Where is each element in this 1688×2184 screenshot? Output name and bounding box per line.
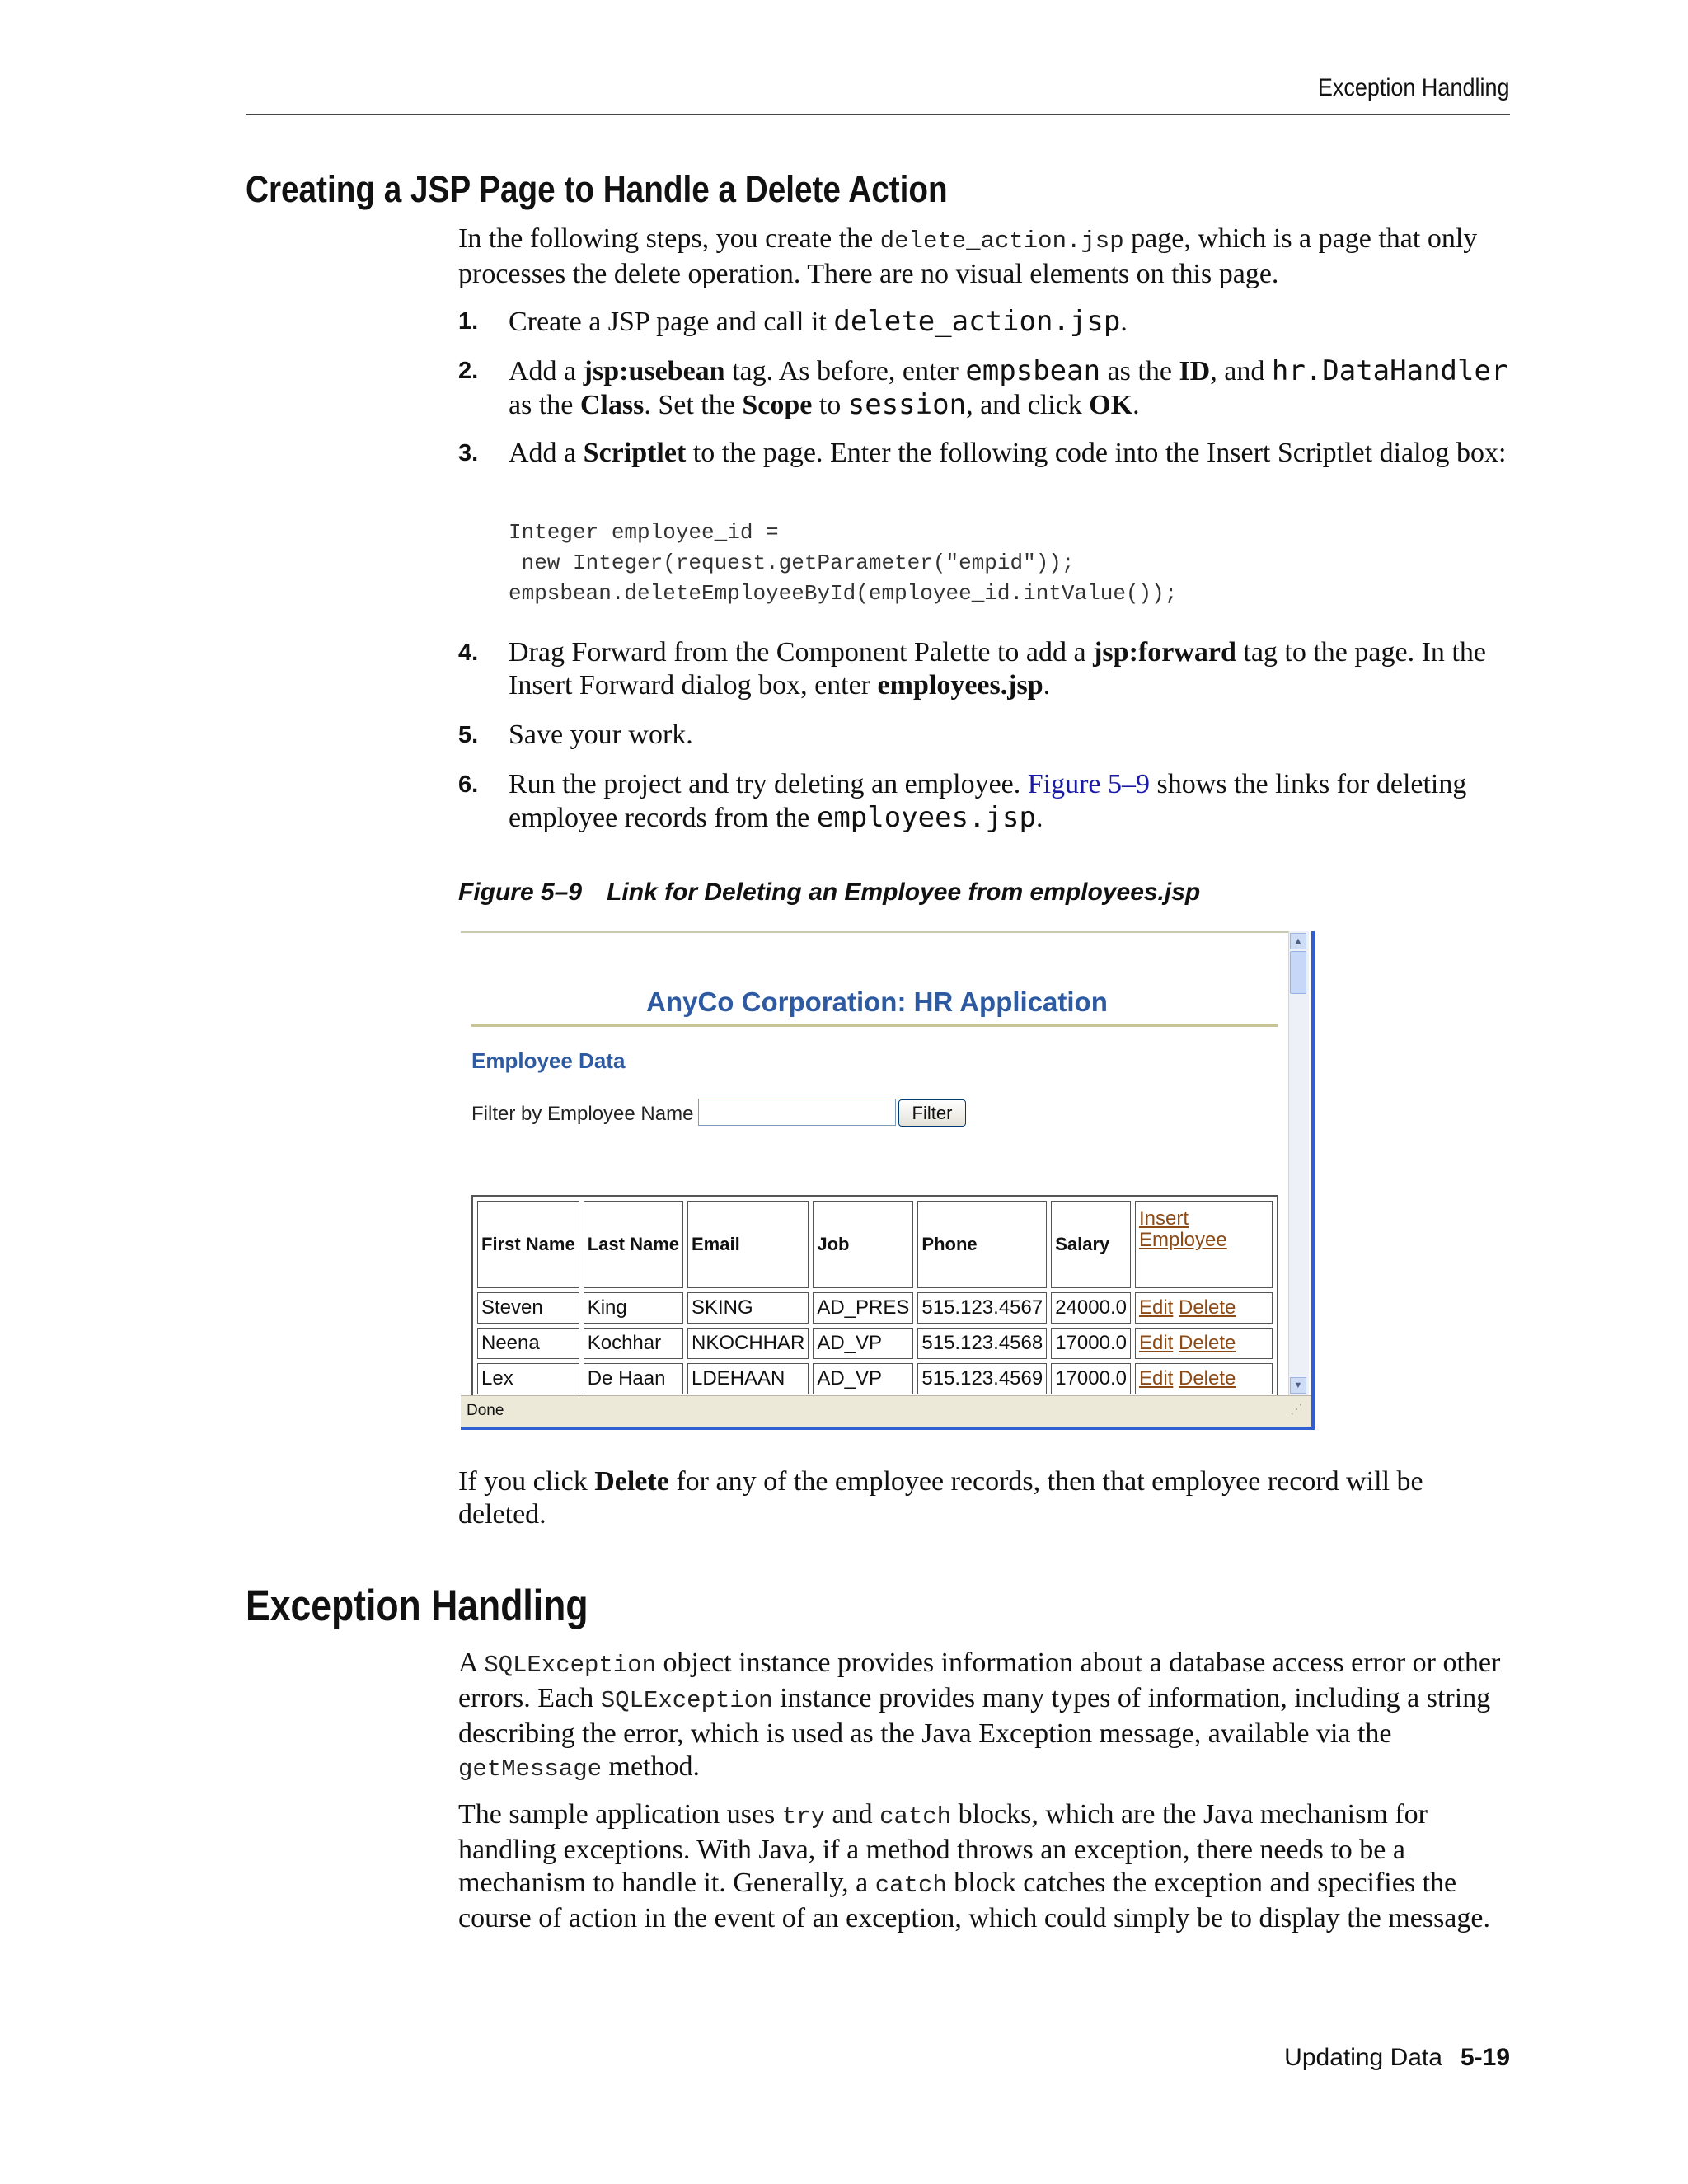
inline-code: session [847, 388, 967, 421]
figure-caption [458, 879, 1200, 907]
figure-5-9-link[interactable]: Figure 5–9 [1027, 769, 1151, 799]
inline-code: delete_action.jsp [879, 227, 1124, 255]
column-header-phone: Phone [917, 1201, 1047, 1288]
page-number: 5-19 [1460, 2044, 1510, 2071]
cell-email: LDEHAAN [687, 1363, 809, 1394]
inline-code: SQLException [484, 1652, 657, 1679]
filter-button[interactable]: Filter [898, 1099, 966, 1127]
cell-last-name: De Haan [584, 1363, 683, 1394]
step-number: 4. [458, 640, 479, 666]
step-number: 2. [458, 358, 479, 384]
figure-label: Figure 5–9 [458, 879, 583, 906]
step-number: 5. [458, 722, 479, 748]
cell-phone: 515.123.4568 [917, 1328, 1047, 1359]
cell-salary: 17000.0 [1051, 1363, 1131, 1394]
cell-job: AD_VP [813, 1363, 913, 1394]
running-header-title: Exception Handling [1318, 74, 1510, 101]
scrollbar-thumb[interactable] [1290, 951, 1306, 994]
table-row [477, 1292, 1273, 1324]
cell-actions [1135, 1328, 1273, 1359]
step-number: 1. [458, 308, 479, 335]
column-header-email: Email [687, 1201, 809, 1288]
cell-salary: 24000.0 [1051, 1292, 1131, 1324]
inline-code: empsbean [965, 354, 1101, 387]
cell-email: SKING [687, 1292, 809, 1324]
running-header [246, 73, 1510, 115]
inline-code: catch [879, 1803, 952, 1830]
insert-employee-cell [1135, 1201, 1273, 1288]
browser-screenshot [461, 931, 1315, 1430]
figure-caption-text: Link for Deleting an Employee from employees.jsp [607, 879, 1201, 906]
app-title: AnyCo Corporation: HR Application [646, 987, 1108, 1017]
edit-link[interactable]: Edit [1138, 1367, 1174, 1390]
running-footer [1284, 2044, 1510, 2072]
inline-code: employees.jsp [816, 801, 1036, 834]
delete-link[interactable]: Delete [1179, 1367, 1236, 1390]
cell-last-name: Kochhar [584, 1328, 683, 1359]
cell-first-name: Neena [477, 1328, 579, 1359]
column-header-first-name: First Name [477, 1201, 579, 1288]
step-number: 6. [458, 771, 479, 798]
cell-first-name: Steven [477, 1292, 579, 1324]
cell-phone: 515.123.4569 [917, 1363, 1047, 1394]
cell-job: AD_PRES [813, 1292, 913, 1324]
column-header-salary: Salary [1051, 1201, 1131, 1288]
inline-code: SQLException [600, 1687, 773, 1714]
inline-code: try [781, 1803, 825, 1830]
table-header-row [477, 1201, 1273, 1288]
column-header-last-name: Last Name [584, 1201, 683, 1288]
inline-code: getMessage [458, 1755, 603, 1783]
code-block: Integer employee_id = new Integer(request.getParameter("empid")); empsbean.deleteEmployeeById(employee_id.intValue()); [509, 520, 1178, 606]
inline-code: hr.DataHandler [1271, 354, 1508, 387]
try-catch-paragraph: The sample application uses try and catch blocks, which are the Java mechanism for handling exceptions. With Java, if a method throws an exception, there needs to be a mechanism to handle it. Generally, a catch block catches the exception and specifies the course of action in the event of an exception, which could simply be to display the message. [458, 1799, 1490, 1933]
edit-link[interactable]: Edit [1138, 1332, 1174, 1354]
scroll-down-arrow-icon[interactable]: ▼ [1290, 1377, 1306, 1394]
inline-code: delete_action.jsp [833, 305, 1121, 338]
insert-employee-link[interactable]: Insert Employee [1138, 1207, 1227, 1251]
resize-grip-icon[interactable]: ⋰ [1290, 1403, 1303, 1417]
employee-data-heading: Employee Data [471, 1048, 626, 1073]
intro-paragraph: In the following steps, you create the delete_action.jsp page, which is a page that only processes the delete operation. There are no visual elements on this page. [458, 223, 1478, 289]
column-header-job: Job [813, 1201, 913, 1288]
status-text: Done [467, 1402, 504, 1419]
cell-phone: 515.123.4567 [917, 1292, 1047, 1324]
cell-job: AD_VP [813, 1328, 913, 1359]
filter-input[interactable] [698, 1099, 896, 1126]
employee-table [471, 1195, 1278, 1400]
inline-code: catch [874, 1872, 947, 1899]
vertical-scrollbar[interactable] [1288, 931, 1309, 1395]
edit-link[interactable]: Edit [1138, 1296, 1174, 1319]
cell-last-name: King [584, 1292, 683, 1324]
step-number: 3. [458, 440, 479, 466]
delete-result-paragraph: If you click Delete for any of the employee records, then that employee record will be deleted. [458, 1466, 1423, 1530]
cell-actions [1135, 1292, 1273, 1324]
scroll-up-arrow-icon[interactable]: ▲ [1290, 933, 1306, 949]
delete-link[interactable]: Delete [1179, 1296, 1236, 1319]
cell-actions [1135, 1363, 1273, 1394]
cell-salary: 17000.0 [1051, 1328, 1131, 1359]
section-heading-delete-action: Creating a JSP Page to Handle a Delete Action [246, 168, 948, 210]
title-rule [471, 1024, 1278, 1027]
footer-chapter: Updating Data [1284, 2044, 1442, 2071]
delete-link[interactable]: Delete [1179, 1332, 1236, 1354]
cell-email: NKOCHHAR [687, 1328, 809, 1359]
section-heading-exception-handling: Exception Handling [246, 1582, 588, 1630]
page-top-rule [461, 931, 1293, 933]
cell-first-name: Lex [477, 1363, 579, 1394]
sqlexception-paragraph: A SQLException object instance provides information about a database access error or other errors. Each SQLException instance provides many types of information, including a string describing the error, which is used as the Java Exception message, available via the getMessage method. [458, 1647, 1501, 1783]
filter-label: Filter by Employee Name [471, 1103, 694, 1125]
browser-status-bar [461, 1395, 1311, 1427]
table-row [477, 1328, 1273, 1359]
table-row [477, 1363, 1273, 1394]
